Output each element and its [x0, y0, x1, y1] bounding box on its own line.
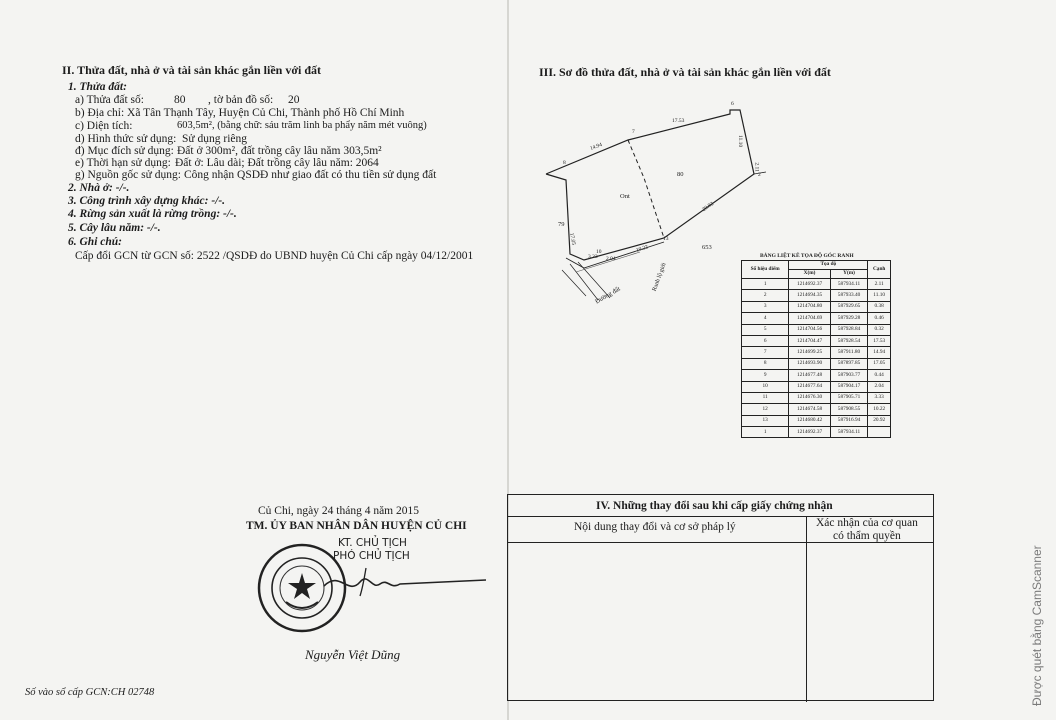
- table-row: 6 1214704.47 587928.54 17.53: [742, 335, 891, 346]
- dim-label: 17.53: [672, 118, 685, 124]
- lot-number: 80: [174, 94, 186, 106]
- boundary-label: Ranh lộ giới: [651, 262, 668, 293]
- point-label: 13: [663, 236, 669, 242]
- map-label: , tờ bản đồ số:: [208, 94, 274, 106]
- table-row: 4 1214704.69 587929.28 0.46: [742, 313, 891, 324]
- date-line: Củ Chi, ngày 24 tháng 4 năm 2015: [258, 505, 419, 517]
- changes-table-header: [508, 495, 933, 517]
- map-number: 20: [288, 94, 300, 106]
- table-row: 5 1214704.56 587928.84 0.32: [742, 324, 891, 335]
- camscanner-watermark: Được quét bằng CamScanner: [1030, 545, 1044, 706]
- table-row: 13 1214680.42 587916.94 20.92: [742, 415, 891, 426]
- changes-col-confirm: Xác nhận của cơ quan: [816, 517, 918, 529]
- neighbor-left: 79: [558, 221, 565, 228]
- item-other-works: 3. Công trình xây dựng khác: -/-.: [68, 195, 226, 207]
- usage-form-label: d) Hình thức sử dụng:: [75, 133, 177, 145]
- table-header: Tọa độ: [789, 261, 868, 270]
- dim-label: 14.94: [589, 142, 604, 152]
- usage-form-value: Sử dụng riêng: [182, 133, 248, 145]
- table-row: 7 1214699.25 587911.80 14.94: [742, 347, 891, 358]
- coord-table-title: BẢNG LIỆT KÊ TỌA ĐỘ GÓC RANH: [760, 253, 854, 259]
- table-row: 3 1214704.80 587929.65 0.38: [742, 301, 891, 312]
- changes-table-columns: [508, 517, 933, 543]
- changes-col-content: Nội dung thay đổi và cơ sở pháp lý: [574, 521, 736, 533]
- item-perennial: 5. Cây lâu năm: -/-.: [68, 222, 161, 234]
- address: b) Địa chỉ: Xã Tân Thạnh Tây, Huyện Củ Chi, Thành phố Hồ Chí Minh: [75, 107, 405, 119]
- table-row: 9 1214677.48 587903.77 0.44: [742, 370, 891, 381]
- origin-value: Công nhận QSDĐ như giao đất có thu tiền sử dụng đất: [184, 169, 437, 181]
- table-row: 1 1214692.37 587934.11: [742, 427, 891, 438]
- point-label: 8: [563, 160, 566, 166]
- road-label: Đường đất: [594, 285, 622, 306]
- dim-label: 11.10: [737, 134, 744, 148]
- dim-label: 10.22: [635, 244, 649, 254]
- signature-icon: [320, 560, 490, 600]
- section-ii-title: II. Thửa đất, nhà ở và tài sản khác gắn liền với đất: [62, 63, 322, 77]
- dim-label: 2.04: [606, 256, 616, 262]
- kt-label: KT. CHỦ TỊCH: [338, 537, 407, 549]
- section-iii-title: III. Sơ đồ thửa đất, nhà ở và tài sản khác gắn liền với đất: [539, 65, 831, 79]
- table-subheader: X(m): [789, 270, 830, 279]
- changes-table: [507, 494, 934, 701]
- term-value: Đất ở: Lâu dài; Đất trồng cây lâu năm: 2064: [175, 157, 379, 169]
- table-row: 1 1214692.37 587934.11 2.11: [742, 279, 891, 290]
- vice-chair-label: PHÓ CHỦ TỊCH: [333, 550, 410, 562]
- land-heading: 1. Thửa đất:: [68, 81, 127, 93]
- serial-number: Số vào sổ cấp GCN:CH 02748: [25, 687, 155, 698]
- note-text: Cấp đổi GCN từ GCN số: 2522 /QSDĐ do UBND huyện Củ Chi cấp ngày 04/12/2001: [75, 250, 474, 262]
- section-iv-title: IV. Những thay đổi sau khi cấp giấy chứng nhận: [596, 500, 833, 512]
- table-row: 8 1214693.90 587897.85 17.05: [742, 358, 891, 369]
- dim-label: 3.33: [588, 254, 598, 260]
- table-row: 2 1214694.35 587933.40 11.10: [742, 290, 891, 301]
- area-value: 603,5m², (bằng chữ: sáu trăm linh ba phẩy năm mét vuông): [177, 120, 427, 131]
- item-house: 2. Nhà ở: -/-.: [68, 182, 130, 194]
- table-row: 10 1214677.64 587904.17 2.04: [742, 381, 891, 392]
- point-label: 7: [632, 129, 635, 135]
- dim-label: 17.05: [568, 232, 577, 246]
- column-divider: [806, 517, 807, 702]
- signer-name: Nguyễn Việt Dũng: [305, 647, 401, 662]
- changes-col-confirm-2: có thẩm quyền: [833, 530, 901, 542]
- coordinate-table: [741, 260, 891, 438]
- point-label: 6: [731, 101, 734, 107]
- item-notes: 6. Ghi chú:: [68, 236, 122, 248]
- point-label: 10: [596, 249, 602, 255]
- neighbor-right: 653: [702, 244, 712, 251]
- dim-label: 20.92: [701, 200, 715, 214]
- point-label: 2: [758, 172, 761, 178]
- plot-land-type: Ont: [620, 193, 630, 200]
- term-label: e) Thời hạn sử dụng:: [75, 157, 171, 169]
- origin-label: g) Nguồn gốc sử dụng:: [75, 169, 181, 181]
- lot-label: a) Thửa đất số:: [75, 94, 144, 106]
- purpose-label: đ) Mục đích sử dụng:: [75, 145, 174, 157]
- table-subheader: Y(m): [830, 270, 868, 279]
- area-label: c) Diện tích:: [75, 120, 133, 132]
- plot-number: 80: [677, 171, 684, 178]
- table-header: Cạnh: [868, 261, 891, 279]
- item-forest: 4. Rừng sản xuất là rừng trồng: -/-.: [68, 208, 237, 220]
- table-header: Số hiệu điểm: [742, 261, 789, 279]
- authority: TM. ỦY BAN NHÂN DÂN HUYỆN CỦ CHI: [246, 520, 467, 532]
- dim-label: 2.11: [753, 162, 760, 172]
- table-row: 12 1214674.58 587908.55 10.22: [742, 404, 891, 415]
- table-row: 11 1214676.30 587905.71 3.33: [742, 392, 891, 403]
- purpose-value: Đất ở 300m², đất trồng cây lâu năm 303,5m²: [177, 145, 382, 157]
